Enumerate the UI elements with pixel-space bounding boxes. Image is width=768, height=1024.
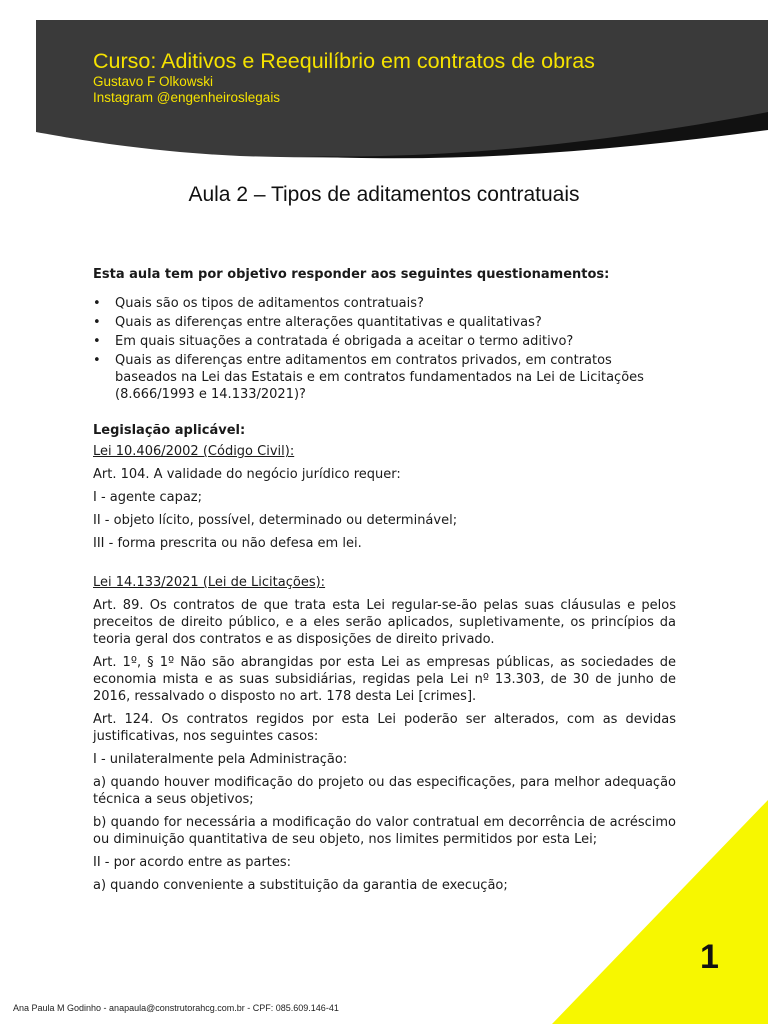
page-number: 1: [700, 938, 719, 976]
licitacoes-law-title: Lei 14.133/2021 (Lei de Licitações):: [93, 575, 326, 590]
lesson-title: Aula 2 – Tipos de aditamentos contratuais: [188, 183, 580, 206]
civil-code-line: Art. 104. A validade do negócio jurídico requer:: [93, 467, 401, 482]
legislation-heading: Legislação aplicável:: [93, 423, 246, 438]
list-item: • Quais as diferenças entre aditamentos em contratos privados, em contratos baseados na Lei das Estatais e em contratos fundamentados na Lei de Licitações (8.666/1993 e 14.133/2021)?: [115, 352, 676, 403]
civil-code-line: I - agente capaz;: [93, 490, 203, 505]
document-body: [93, 266, 676, 900]
civil-code-line: II - objeto lícito, possível, determinado ou determinável;: [93, 513, 458, 528]
civil-code-title: Lei 10.406/2002 (Código Civil):: [93, 444, 295, 459]
author-name: Gustavo F Olkowski: [93, 74, 214, 89]
instagram-handle: Instagram @engenheiroslegais: [93, 90, 281, 105]
law-paragraph: a) quando houver modificação do projeto ou das especificações, para melhor adequação técnica a seus objetivos;: [93, 775, 676, 807]
law-paragraph: Art. 124. Os contratos regidos por esta Lei poderão ser alterados, com as devidas justificativas, nos seguintes casos:: [93, 712, 676, 744]
law-paragraph: a) quando conveniente a substituição da garantia de execução;: [93, 878, 508, 893]
law-paragraph: I - unilateralmente pela Administração:: [93, 752, 348, 767]
law-paragraph: Art. 89. Os contratos de que trata esta Lei regular-se-ão pelas suas cláusulas e pelos preceitos de direito público, e a eles serão aplicados, supletivamente, os princípios da teoria geral dos contratos e as disposições de direito privado.: [93, 598, 676, 647]
header: [93, 48, 595, 106]
questions-list: [93, 295, 676, 403]
law-paragraph: Art. 1º, § 1º Não são abrangidas por esta Lei as empresas públicas, as sociedades de economia mista e as suas subsidiárias, regidas pela Lei nº 13.303, de 30 de junho de 2016, ressalvado o disposto no art. 178 desta Lei [crimes].: [93, 655, 676, 704]
list-item: • Quais as diferenças entre alterações quantitativas e qualitativas?: [115, 314, 676, 331]
civil-code-line: III - forma prescrita ou não defesa em lei.: [93, 536, 362, 551]
course-title: Curso: Aditivos e Reequilíbrio em contratos de obras: [93, 49, 595, 73]
intro-text: Esta aula tem por objetivo responder aos seguintes questionamentos:: [93, 267, 610, 282]
law-paragraph: b) quando for necessária a modificação do valor contratual em decorrência de acréscimo ou diminuição quantitativa de seu objeto, nos limites permitidos por esta Lei;: [93, 815, 676, 847]
list-item: • Em quais situações a contratada é obrigada a aceitar o termo aditivo?: [115, 333, 676, 350]
list-item: • Quais são os tipos de aditamentos contratuais?: [115, 295, 676, 312]
law-paragraph: II - por acordo entre as partes:: [93, 855, 292, 870]
footer-watermark: Ana Paula M Godinho - anapaula@construtorahcg.com.br - CPF: 085.609.146-41: [13, 1003, 339, 1013]
